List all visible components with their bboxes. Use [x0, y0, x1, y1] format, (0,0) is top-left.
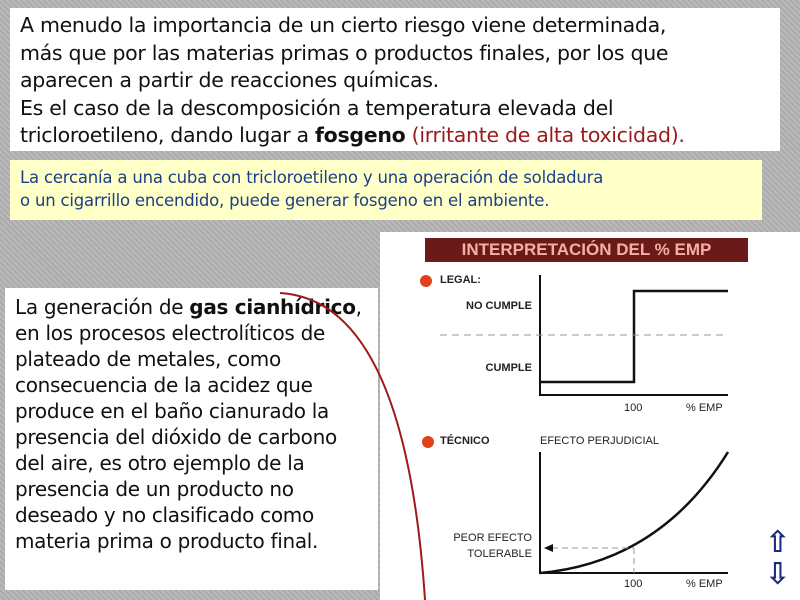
intro-line: A menudo la importancia de un cierto riesgo viene determinada,	[20, 13, 667, 37]
legal-tick-100: 100	[624, 402, 643, 414]
peor-efecto-label: PEOR EFECTO	[453, 532, 532, 544]
intro-text-box	[10, 8, 780, 151]
arrowhead-icon	[544, 544, 553, 552]
fosgeno-bold: fosgeno	[315, 123, 406, 147]
up-arrow-icon[interactable]: ⇧	[765, 525, 791, 560]
tecnico-xlabel: % EMP	[686, 578, 723, 590]
cyanide-text-box	[5, 288, 378, 590]
toxicity-note: (irritante de alta toxicidad).	[405, 123, 685, 147]
cyanide-text: La generación de	[15, 295, 190, 319]
legal-xlabel: % EMP	[686, 402, 723, 414]
cyanide-text: , en los procesos electrolíticos de plateado de metales, como consecuencia de la acidez que produce en el baño cianurado la presencia del dióxido de carbono del aire, es otro ejemplo de la presencia de un producto no deseado y no clasificado como materia prima o producto final.	[15, 295, 362, 553]
tecnico-ylabel: EFECTO PERJUDICIAL	[540, 435, 659, 447]
tecnico-curve	[540, 452, 728, 573]
no-cumple-label: NO CUMPLE	[466, 300, 532, 312]
note-line: La cercanía a una cuba con tricloroetileno y una operación de soldadura	[20, 168, 604, 187]
legal-label: LEGAL:	[440, 274, 481, 286]
down-arrow-icon[interactable]: ⇩	[765, 557, 791, 592]
diagram-graphics	[380, 232, 800, 600]
note-line: o un cigarrillo encendido, puede generar fosgeno en el ambiente.	[20, 191, 550, 210]
intro-text: tricloroetileno, dando lugar a	[20, 123, 316, 147]
cumple-label: CUMPLE	[485, 362, 532, 374]
tolerable-label: TOLERABLE	[467, 548, 532, 560]
intro-line: aparecen a partir de reacciones químicas.	[20, 68, 439, 92]
diagram-title: INTERPRETACIÓN DEL % EMP	[425, 238, 748, 262]
example-note-box	[10, 160, 762, 220]
tecnico-label: TÉCNICO	[440, 435, 490, 447]
intro-line	[20, 122, 770, 150]
legal-step-line	[540, 291, 728, 382]
intro-line: Es el caso de la descomposición a temperatura elevada del	[20, 95, 614, 120]
emp-diagram-panel	[380, 232, 800, 600]
gas-bold: gas cianhídrico	[189, 295, 356, 319]
tecnico-tick-100: 100	[624, 578, 643, 590]
intro-line: más que por las materias primas o productos finales, por los que	[20, 40, 669, 65]
tecnico-axes	[540, 452, 728, 573]
